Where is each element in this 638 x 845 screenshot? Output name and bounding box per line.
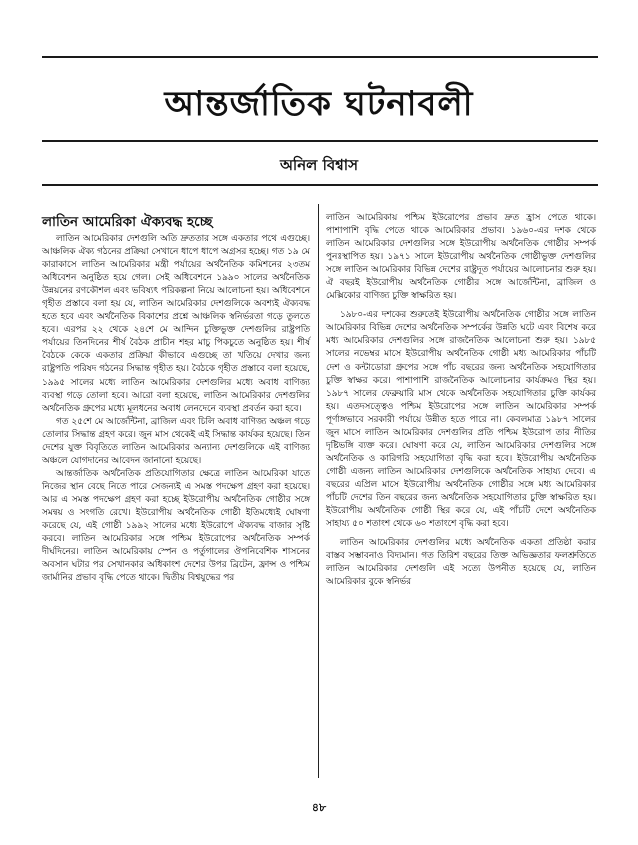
paragraph: লাতিন আমেরিকার দেশগুলির মধ্যে অর্থনৈতিক একতা প্রতিষ্ঠা করার বাস্তব সম্ভাবনাও বিদ্যমান। গত তিরিশ বছরের তিক্ত অভিজ্ঞতার ফলশ্রুতিতে লাতিন আমেরিকার দেশগুলি এই সত্যে উপনীত হয়েছে যে, লাতিন আমেরিকার বুকে স্বনির্ভর <box>326 538 596 588</box>
paragraph: গত ২৫শে মে আর্জেন্টিনা, ব্রাজিল এবং চিলি অবাধ বাণিজ্য অঞ্চল গড়ে তোলার সিদ্ধান্ত গ্রহণ করে। জুন মাস থেকেই এই সিদ্ধান্ত কার্যকর হয়েছে। তিন দেশের যুক্ত বিবৃতিতে লাতিন আমেরিকার অন্যান্য দেশগুলিকে এই বাণিজ্য অঞ্চলে যোগদানের আবেদন জানানো হয়েছে। <box>42 416 310 466</box>
article-heading: লাতিন আমেরিকা ঐক্যবদ্ধ হচ্ছে <box>42 214 213 230</box>
right-column <box>326 212 596 589</box>
paragraph: লাতিন আমেরিকায় পশ্চিম ইউরোপের প্রভাব দ্রুত হ্রাস পেতে থাকে। পাশাপাশি বৃদ্ধি পেতে থাকে আমেরিকার প্রভাব। ১৯৬০-এর দশক থেকে লাতিন আমেরিকার দেশগুলির সঙ্গে ইউরোপীয় অর্থনৈতিক গোষ্ঠীর সম্পর্ক পুনঃস্থাপিত হয়। ১৯৭১ সালে ইউরোপীয় অর্থনৈতিক গোষ্ঠীভুক্ত দেশগুলির সঙ্গে লাতিন আমেরিকার বিভিন্ন দেশের রাষ্ট্রদূত পর্যায়ের আলোচনার শুরু হয়। ঐ বছরই ইউরোপীয় অর্থনৈতিক গোষ্ঠীর সঙ্গে আর্জেন্টিনা, ব্রাজিল ও মেক্সিকোর বাণিজ্য চুক্তি স্বাক্ষরিত হয়। <box>326 213 596 302</box>
page-title: আন্তর্জাতিক ঘটনাবলী <box>164 84 474 124</box>
page-number: ৪৮ <box>311 801 327 814</box>
title-rule <box>42 140 598 142</box>
left-column <box>42 212 310 585</box>
column-divider <box>318 204 319 778</box>
author-rule <box>42 184 598 186</box>
paragraph: ১৯৮০-এর দশকের শুরুতেই ইউরোপীয় অর্থনৈতিক গোষ্ঠীর সঙ্গে লাতিন আমেরিকার বিভিন্ন দেশের অর্থনৈতিক সম্পর্কের উন্নতি ঘটে এবং বিশেষ করে মধ্য আমেরিকার দেশগুলির সঙ্গে রাজনৈতিক আলোচনা শুরু হয়। ১৯৮৫ সালের নভেম্বর মাসে ইউরোপীয় অর্থনৈতিক গোষ্ঠী মধ্য আমেরিকার পাঁচটি দেশ ও কন্টাডোরা গ্রুপের সঙ্গে পাঁচ বছরের জন্য অর্থনৈতিক সহযোগিতার চুক্তি স্বাক্ষর করে। পাশাপাশি রাজনৈতিক আলোচনার কার্যক্রমও স্থির হয়। ১৯৮৭ সালের ফেব্রুয়ারি মাস থেকে অর্থনৈতিক সহযোগিতার চুক্তি কার্যকর হয়। এতদসত্ত্বেও পশ্চিম ইউরোপের সঙ্গে লাতিন আমেরিকার সম্পর্ক পূর্ণাঙ্গভাবে সরকারী পর্যায়ে উন্নীত হতে পারে না। কেবলমাত্র ১৯৮৭ সালের জুন মাসে লাতিন আমেরিকার দেশগুলির প্রতি পশ্চিম ইউরোপ তার নীতির দৃষ্টিভঙ্গি ব্যক্ত করে। ঘোষণা করে যে, লাতিন আমেরিকার দেশগুলির সঙ্গে অর্থনৈতিক ও কারিগরি সহযোগিতা বৃদ্ধি করা হবে। ইউরোপীয় অর্থনৈতিক গোষ্ঠী এজন্য লাতিন আমেরিকার দেশগুলিকে অর্থনৈতিক সাহায্য দেবে। এ বছরের এপ্রিল মাসে ইউরোপীয় অর্থনৈতিক গোষ্ঠীর সঙ্গে মধ্য আমেরিকার পাঁচটি দেশের তিন বছরের জন্য অর্থনৈতিক সহযোগিতার চুক্তি স্বাক্ষরিত হয়। ইউরোপীয় অর্থনৈতিক গোষ্ঠী স্থির করে যে, এই পাঁচটি দেশে অর্থনৈতিক সাহায্য ৫০ শতাংশ থেকে ৬০ শতাংশে বৃদ্ধি করা হবে। <box>326 310 596 530</box>
paragraph: লাতিন আমেরিকার দেশগুলি অতি দ্রুততার সঙ্গে একতার পথে এগুচ্ছে। আঞ্চলিক ঐক্য গঠনের প্রক্রিয়া সেখানে ধাপে ধাপে অগ্রসর হচ্ছে। গত ১৯ মে কারাকাসে লাতিন আমেরিকার মন্ত্রী পর্যায়ের অর্থনৈতিক কমিশনের ২৩তম অধিবেশন অনুষ্ঠিত হয়ে গেল। সেই অধিবেশনে ১৯৯০ সালের অর্থনৈতিক উন্নয়নের রণকৌশল এবং ভবিষ্যৎ পরিকল্পনা নিয়ে আলোচনা হয়। অধিবেশনে গৃহীত প্রস্তাবে বলা হয় যে, লাতিন আমেরিকার দেশগুলিকে অবশ্যই ঐক্যবদ্ধ হতে হবে এবং অর্থনৈতিক বিকাশের প্রশ্নে আঞ্চলিক স্বনির্ভরতা গড়ে তুলতে হবে। এরপর ২২ থেকে ২৪শে মে আন্দিন চুক্তিভুক্ত দেশগুলির রাষ্ট্রপতি পর্যায়ের তিনদিনের শীর্ষ বৈঠক প্রাচীন শহর মাচু পিকচুতে অনুষ্ঠিত হয়। শীর্ষ বৈঠকে কেকে একতার প্রক্রিয়া কীভাবে এগুচ্ছে তা খতিয়ে দেখার জন্য রাষ্ট্রপতি পরিষদ গঠনের সিদ্ধান্ত গৃহীত হয়। বৈঠকে গৃহীত প্রস্তাবে বলা হয়েছে, ১৯৯৫ সালের মধ্যে লাতিন আমেরিকার দেশগুলির মধ্যে অবাধ বাণিজ্য ব্যবস্থা গড়ে তোলা হবে। আরো বলা হয়েছে, লাতিন আমেরিকার দেশগুলির অর্থনৈতিক গ্রুপের মধ্যে মূলধনের অবাধ লেনদেনে ব্যবস্থা প্রবর্তন করা হবে। <box>42 234 310 414</box>
paragraph: আন্তর্জাতিক অর্থনৈতিক প্রতিযোগিতার ক্ষেত্রে লাতিন আমেরিকা যাতে নিজের স্থান বেছে নিতে পারে সেজন্যই এ সমস্ত পদক্ষেপ গ্রহণ করা হয়েছে। আর এ সমস্ত পদক্ষেপ গ্রহণ করা হচ্ছে ইউরোপীয় অর্থনৈতিক গোষ্ঠীর সঙ্গে সমন্বয় ও সংগতি রেখে। ইউরোপীয় অর্থনৈতিক গোষ্ঠী ইতিমধ্যেই ঘোষণা করেছে যে, এই গোষ্ঠী ১৯৯২ সালের মধ্যে ইউরোপে ঐক্যবদ্ধ বাজার সৃষ্টি করবে। লাতিন আমেরিকার সঙ্গে পশ্চিম ইউরোপের অর্থনৈতিক সম্পর্ক দীর্ঘদিনের। লাতিন আমেরিকায় স্পেন ও পর্তুগালের ঔপনিবেশিক শাসনের অবসান ঘটার পর সেখানকার অধিকাংশ দেশের উপর ব্রিটেন, ফ্রান্স ও পশ্চিম জার্মানির প্রভাব বৃদ্ধি পেতে থাকে। দ্বিতীয় বিশ্বযুদ্ধের পর <box>42 468 310 584</box>
top-rule <box>42 56 598 58</box>
author-name: অনিল বিশ্বাস <box>279 156 359 174</box>
